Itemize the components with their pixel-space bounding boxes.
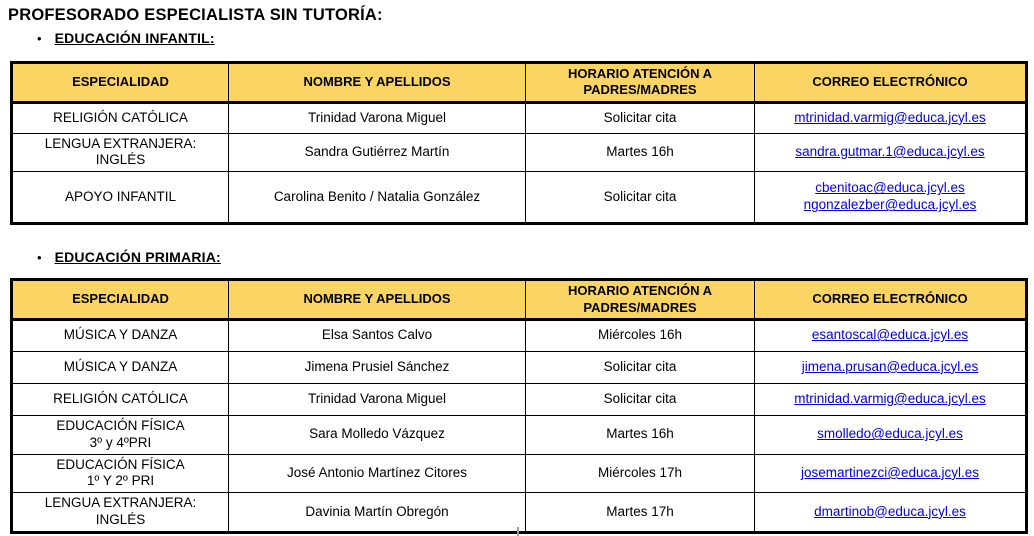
cell-correo <box>755 454 1027 493</box>
table-row <box>12 102 1027 133</box>
cell-nombre: José Antonio Martínez Citores <box>229 454 526 493</box>
column-header-especialidad: ESPECIALIDAD <box>12 63 229 103</box>
cell-correo <box>755 133 1027 172</box>
cell-horario: Solicitar cita <box>526 102 755 133</box>
cell-nombre: Sandra Gutiérrez Martín <box>229 133 526 172</box>
cell-nombre: Sara Molledo Vázquez <box>229 415 526 454</box>
email-link[interactable]: jimena.prusan@educa.jcyl.es <box>801 358 979 374</box>
table-educacion-primaria <box>10 278 1028 534</box>
section-heading-infantil <box>37 30 1034 46</box>
cell-correo <box>755 383 1027 415</box>
cell-especialidad: RELIGIÓN CATÓLICA <box>12 102 229 133</box>
section-heading-label: EDUCACIÓN PRIMARIA: <box>54 249 221 266</box>
column-header-correo: CORREO ELECTRÓNICO <box>755 63 1027 103</box>
cell-correo <box>755 319 1027 351</box>
cell-nombre: Jimena Prusiel Sánchez <box>229 351 526 383</box>
cell-especialidad: LENGUA EXTRANJERA: INGLÉS <box>12 133 229 172</box>
cell-horario: Martes 17h <box>526 493 755 533</box>
cell-horario: Martes 16h <box>526 133 755 172</box>
email-link[interactable]: dmartinob@educa.jcyl.es <box>814 503 966 519</box>
cell-horario: Martes 16h <box>526 415 755 454</box>
email-link[interactable]: ngonzalezber@educa.jcyl.es <box>803 197 977 213</box>
table-header-row <box>12 63 1027 103</box>
column-header-correo: CORREO ELECTRÓNICO <box>755 280 1027 320</box>
email-link[interactable]: mtrinidad.varmig@educa.jcyl.es <box>794 109 986 125</box>
table-row <box>12 383 1027 415</box>
cell-horario: Solicitar cita <box>526 383 755 415</box>
table-row <box>12 319 1027 351</box>
cell-especialidad: LENGUA EXTRANJERA: INGLÉS <box>12 493 229 533</box>
bullet-icon: • <box>37 249 42 265</box>
cell-horario: Miércoles 16h <box>526 319 755 351</box>
column-header-horario: HORARIO ATENCIÓN A PADRES/MADRES <box>526 63 755 103</box>
email-link[interactable]: sandra.gutmar.1@educa.jcyl.es <box>795 143 985 159</box>
bullet-icon: • <box>37 30 42 46</box>
email-link[interactable]: mtrinidad.varmig@educa.jcyl.es <box>794 390 986 406</box>
cell-especialidad: RELIGIÓN CATÓLICA <box>12 383 229 415</box>
table-header-row <box>12 280 1027 320</box>
table-educacion-infantil <box>10 61 1028 225</box>
cell-especialidad: EDUCACIÓN FÍSICA 1º Y 2º PRI <box>12 454 229 493</box>
table-row <box>12 454 1027 493</box>
cell-especialidad: MÚSICA Y DANZA <box>12 319 229 351</box>
cell-especialidad: APOYO INFANTIL <box>12 172 229 224</box>
cell-nombre: Davinia Martín Obregón <box>229 493 526 533</box>
cell-nombre: Trinidad Varona Miguel <box>229 102 526 133</box>
cell-correo <box>755 172 1027 224</box>
column-header-especialidad: ESPECIALIDAD <box>12 280 229 320</box>
page-title: PROFESORADO ESPECIALISTA SIN TUTORÍA: <box>8 6 383 24</box>
column-header-nombre: NOMBRE Y APELLIDOS <box>229 280 526 320</box>
table-row <box>12 415 1027 454</box>
section-heading-label: EDUCACIÓN INFANTIL: <box>54 30 215 46</box>
table-row <box>12 351 1027 383</box>
page-cursor-artifact <box>517 527 519 536</box>
column-header-nombre: NOMBRE Y APELLIDOS <box>229 63 526 103</box>
cell-nombre: Elsa Santos Calvo <box>229 319 526 351</box>
cell-especialidad: EDUCACIÓN FÍSICA 3º y 4ºPRI <box>12 415 229 454</box>
cell-correo <box>755 351 1027 383</box>
cell-nombre: Trinidad Varona Miguel <box>229 383 526 415</box>
table-row <box>12 172 1027 224</box>
cell-nombre: Carolina Benito / Natalia González <box>229 172 526 224</box>
email-link[interactable]: cbenitoac@educa.jcyl.es <box>815 180 965 196</box>
email-link[interactable]: esantoscal@educa.jcyl.es <box>811 327 969 343</box>
email-link[interactable]: smolledo@educa.jcyl.es <box>817 426 963 442</box>
email-link[interactable]: josemartinezci@educa.jcyl.es <box>800 464 980 480</box>
table-row <box>12 493 1027 533</box>
cell-correo <box>755 415 1027 454</box>
section-heading-primaria <box>37 249 1034 265</box>
cell-especialidad: MÚSICA Y DANZA <box>12 351 229 383</box>
cell-correo <box>755 493 1027 533</box>
cell-horario: Miércoles 17h <box>526 454 755 493</box>
column-header-horario: HORARIO ATENCIÓN A PADRES/MADRES <box>526 280 755 320</box>
table-row <box>12 133 1027 172</box>
cell-horario: Solicitar cita <box>526 351 755 383</box>
cell-correo <box>755 102 1027 133</box>
cell-horario: Solicitar cita <box>526 172 755 224</box>
